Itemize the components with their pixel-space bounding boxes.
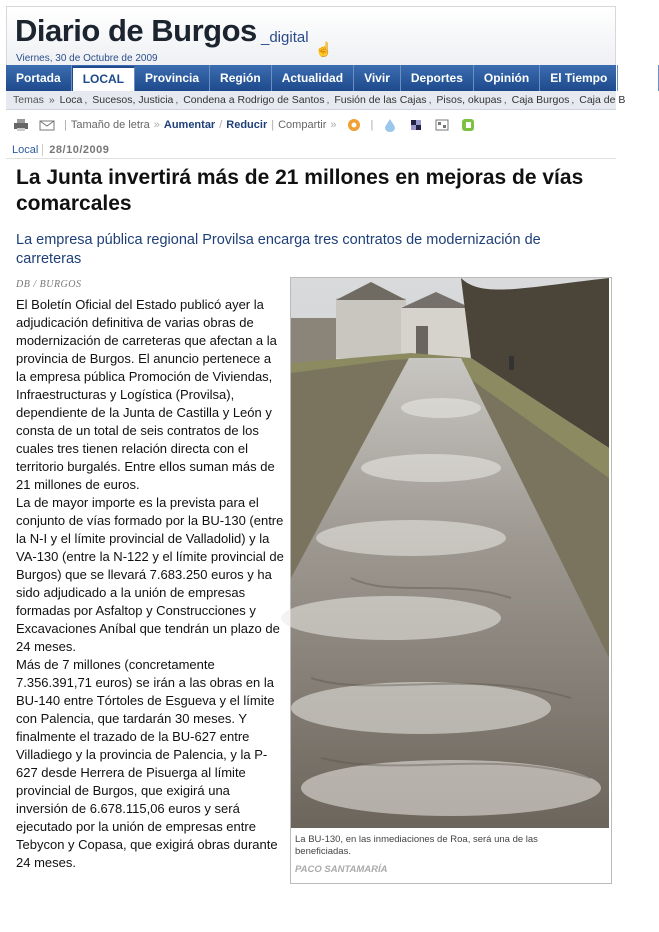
hand-cursor-icon: ☝ bbox=[315, 41, 333, 57]
nav-item-vivir[interactable]: Vivir bbox=[354, 65, 401, 91]
article-date: 28/10/2009 bbox=[49, 144, 110, 156]
nav-item-region[interactable]: Región bbox=[210, 65, 272, 91]
green-share-icon[interactable] bbox=[460, 118, 476, 132]
temas-link[interactable]: Sucesos, Justicia bbox=[92, 94, 174, 106]
article-photo bbox=[290, 277, 612, 884]
share-label: Compartir bbox=[278, 119, 327, 131]
main-nav bbox=[6, 65, 648, 91]
article-title: La Junta invertirá más de 21 millones en mejoras de vías comarcales bbox=[16, 166, 584, 215]
nav-item-deportes[interactable]: Deportes bbox=[401, 65, 474, 91]
font-increase-button[interactable]: Aumentar bbox=[163, 119, 216, 131]
nav-item-local[interactable]: LOCAL bbox=[72, 66, 135, 91]
article-meta bbox=[6, 142, 616, 159]
page bbox=[6, 6, 648, 269]
nav-item-provincia[interactable]: Provincia bbox=[135, 65, 210, 91]
nav-item-opinion[interactable]: Opinión bbox=[474, 65, 540, 91]
article-byline: DB / BURGOS bbox=[16, 279, 82, 290]
header-date: Viernes, 30 de Octubre de 2009 bbox=[16, 53, 158, 64]
masthead bbox=[6, 6, 616, 65]
temas-bar: Temas » Loca , Sucesos, Justicia , Condena a Rodrigo de Santos , Fusión de las Cajas , Pisos, okupas , Caja Burgos , Caja de B bbox=[6, 91, 616, 110]
article-body bbox=[16, 296, 284, 872]
nav-item-portada[interactable]: Portada bbox=[6, 65, 72, 91]
social-icon[interactable] bbox=[434, 118, 450, 132]
road-photo[interactable] bbox=[291, 278, 609, 828]
article-subtitle: La empresa pública regional Provilsa encarga tres contratos de modernización de carreteras bbox=[16, 232, 541, 267]
photo-credit: PACO SANTAMARÍA bbox=[295, 864, 388, 875]
nav-item-el-tiempo[interactable]: El Tiempo bbox=[540, 65, 618, 91]
temas-link[interactable]: Fusión de las Cajas bbox=[334, 94, 427, 106]
nav-item-galeria[interactable]: Gal bbox=[618, 65, 658, 91]
nav-item-actualidad[interactable]: Actualidad bbox=[272, 65, 354, 91]
article-paragraph: El Boletín Oficial del Estado publicó ayer la adjudicación definitiva de varias obras de modernización de carreteras que afectan a la provincia de Burgos. El anuncio pertenece a la empresa pública Promoción de Viviendas, Infraestructuras y Logística (Provilsa), dependiente de la Junta de Castilla y León y consta de un total de seis contratos de los cuales tres tienen relación directa con el territorio burgalés. Entre ellos suman más de 21 millones de euros. bbox=[16, 297, 277, 492]
font-decrease-button[interactable]: Reducir bbox=[226, 119, 268, 131]
article-paragraph: La de mayor importe es la prevista para el conjunto de vías formado por la BU-130 (entre la N-I y el límite provincial de Valladolid) y la VA-130 (entre la N-122 y el límite provincial de Burgos) que se llevará 7.683.250 euros y ha sido adjudicado a la unión de empresas formadas por Asfaltop y Construcciones y Excavaciones Aníbal que tendrán un plazo de 24 meses. bbox=[16, 495, 284, 654]
email-icon[interactable] bbox=[39, 118, 55, 132]
drop-icon[interactable] bbox=[382, 118, 398, 132]
article-paragraph: Más de 7 millones (concretamente 7.356.391,71 euros) se irán a las obras en la BU-140 entre Tórtoles de Esgueva y el límite con Palencia, que tardarán 30 meses. Y finalmente el trazado de la BU-627 entre Villadiego y la provincia de Palencia, y la P-627 desde Herrera de Pisuerga al límite provincial de Burgos, que exigirá una inversión de 6.678.115,06 euros y será ejecutado por la unión de empresas entre Tebycon y Copasa, que exigirá obras durante 24 meses. bbox=[16, 657, 278, 870]
site-logo[interactable]: Diario de Burgos bbox=[15, 13, 257, 48]
temas-link[interactable]: Caja Burgos bbox=[511, 94, 570, 106]
temas-label: Temas bbox=[13, 94, 44, 106]
temas-link[interactable]: Condena a Rodrigo de Santos bbox=[183, 94, 325, 106]
temas-link[interactable]: Caja de B bbox=[579, 94, 626, 106]
share-orange-icon[interactable] bbox=[346, 118, 362, 132]
temas-link[interactable]: Pisos, okupas bbox=[436, 94, 502, 106]
print-icon[interactable] bbox=[13, 118, 29, 132]
squares-icon[interactable] bbox=[408, 118, 424, 132]
photo-caption: La BU-130, en las inmediaciones de Roa, será una de las beneficiadas. bbox=[295, 834, 538, 857]
font-size-label: Tamaño de letra bbox=[70, 119, 150, 131]
article-toolbar: | Tamaño de letra » Aumentar / Reducir | Compartir » | bbox=[6, 112, 616, 138]
site-logo-suffix[interactable]: _digital bbox=[261, 29, 309, 46]
temas-link[interactable]: Loca bbox=[59, 94, 83, 106]
section-label[interactable]: Local bbox=[6, 144, 43, 156]
